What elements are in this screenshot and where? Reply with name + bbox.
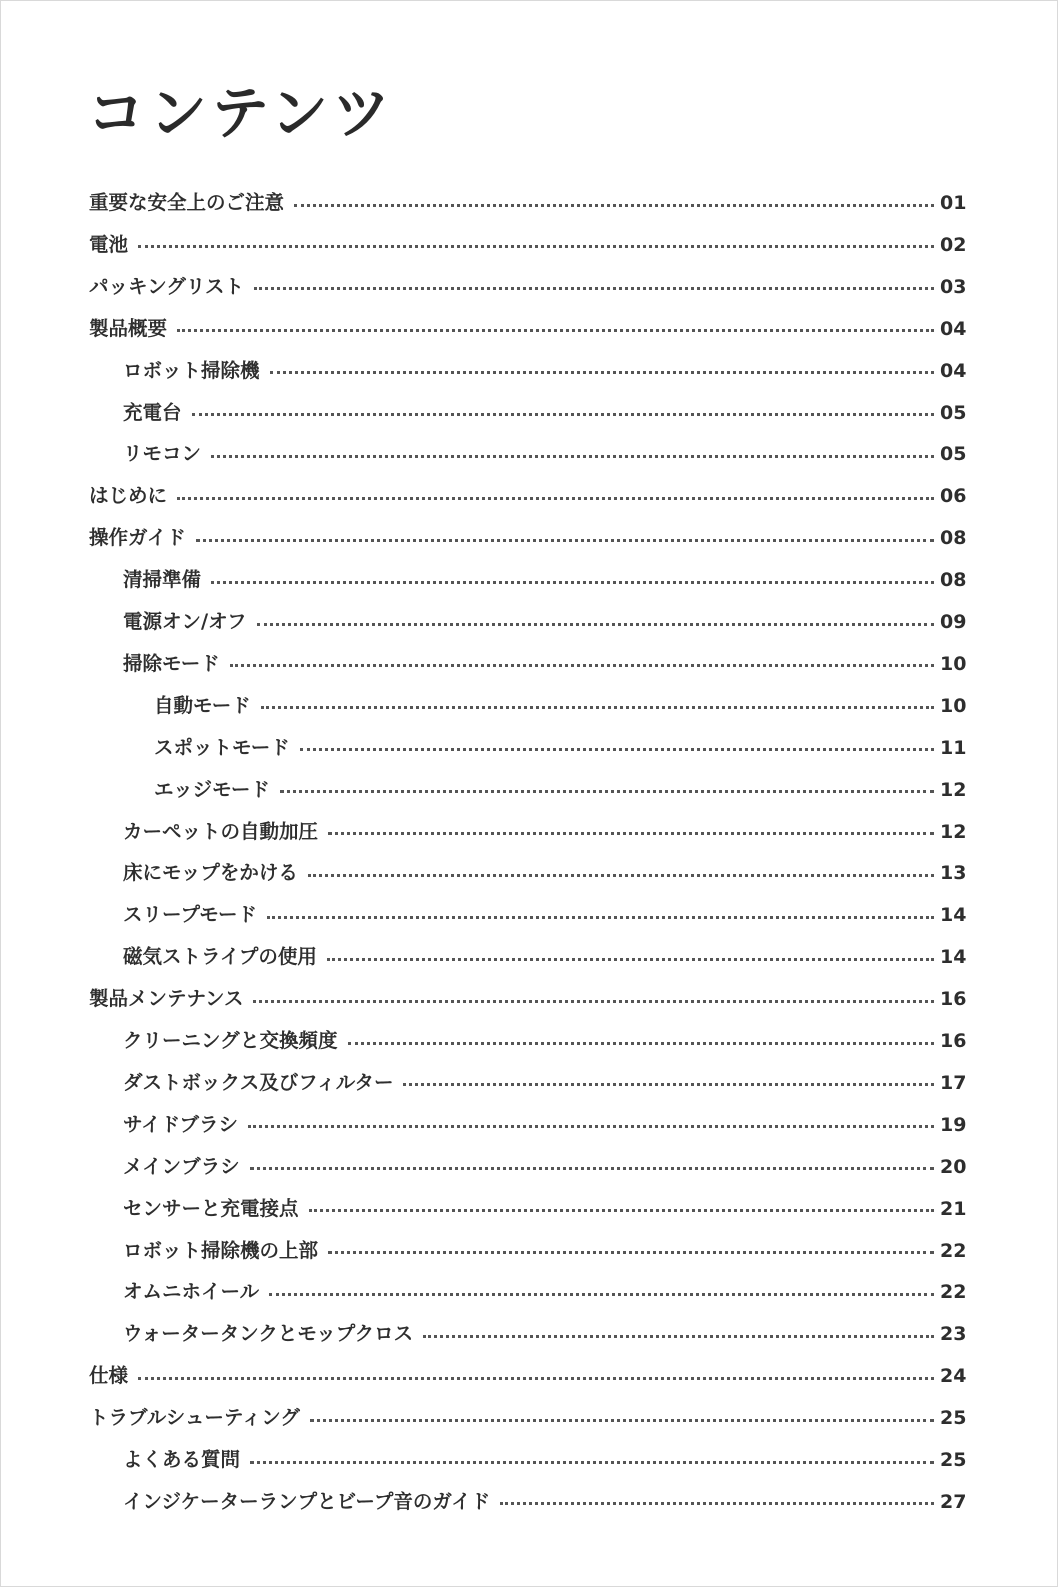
dot-leader (257, 623, 934, 626)
toc-entry-label: サイドブラシ (123, 1112, 239, 1136)
toc-entry-label: 掃除モード (123, 651, 220, 675)
dot-leader (196, 539, 934, 542)
toc-entry-page-number: 14 (940, 904, 967, 927)
toc-entry-label: 製品メンテナンス (89, 987, 244, 1011)
toc-entry-label: ウォータータンクとモップクロス (123, 1322, 414, 1346)
toc-entry-page-number: 06 (940, 485, 967, 508)
dot-leader (253, 1000, 934, 1003)
toc-entry[interactable] (1, 314, 1058, 344)
toc-entry-page-number: 10 (940, 652, 967, 675)
toc-entry-label: カーペットの自動加圧 (123, 819, 319, 843)
toc-entry-label: 清掃準備 (123, 568, 202, 592)
toc-entry[interactable] (1, 1068, 1058, 1098)
toc-entry-label: クリーニングと交換頻度 (123, 1029, 338, 1052)
dot-leader (192, 413, 934, 416)
toc-entry-page-number: 21 (940, 1197, 967, 1220)
toc-entry-label: トラブルシューティング (89, 1406, 300, 1430)
dot-leader (211, 455, 934, 458)
dot-leader (261, 706, 934, 709)
toc-entry-label: 製品概要 (89, 316, 168, 340)
toc-entry-page-number: 22 (940, 1239, 967, 1262)
dot-leader (403, 1083, 934, 1086)
toc-entry[interactable] (1, 1361, 1058, 1391)
dot-leader (328, 832, 934, 835)
toc-entry-label: ロボット掃除機の上部 (123, 1238, 319, 1262)
toc-entry-label: メインブラシ (123, 1154, 240, 1178)
toc-entry-page-number: 23 (940, 1323, 967, 1346)
toc-entry-label: オムニホイール (123, 1280, 260, 1304)
toc-entry[interactable] (1, 1445, 1058, 1475)
toc-entry-page-number: 05 (940, 401, 967, 424)
toc-entry[interactable] (1, 858, 1058, 888)
toc-entry[interactable] (1, 188, 1058, 218)
toc-entry[interactable] (1, 691, 1058, 721)
toc-entry[interactable] (1, 1236, 1058, 1266)
dot-leader (310, 1419, 934, 1422)
toc-entry-page-number: 08 (940, 569, 967, 592)
toc-entry-page-number: 24 (940, 1365, 967, 1388)
toc-entry[interactable] (1, 439, 1058, 469)
toc-entry[interactable] (1, 1194, 1058, 1224)
toc-entry-label: 自動モード (154, 693, 251, 717)
toc-entry-page-number: 27 (940, 1490, 967, 1513)
toc-entry-page-number: 12 (940, 820, 967, 843)
toc-entry[interactable] (1, 565, 1058, 595)
toc-entry[interactable] (1, 481, 1058, 511)
toc-entry-page-number: 25 (940, 1449, 967, 1471)
toc-entry[interactable] (1, 272, 1058, 302)
toc-entry-label: スポットモード (154, 735, 290, 759)
toc-entry-page-number: 11 (940, 736, 967, 759)
dot-leader (300, 748, 934, 751)
dot-leader (248, 1125, 934, 1128)
toc-entry[interactable] (1, 230, 1058, 260)
dot-leader (308, 874, 934, 877)
toc-entry[interactable] (1, 356, 1058, 386)
toc-entry-label: 操作ガイド (89, 526, 186, 550)
toc-entry-label: エッジモード (154, 777, 270, 801)
dot-leader (294, 204, 934, 207)
toc-entry[interactable] (1, 1152, 1058, 1182)
dot-leader (250, 1167, 934, 1170)
toc-entry-label: 電池 (89, 232, 129, 256)
toc-entry[interactable] (1, 1319, 1058, 1349)
page-title: コンテンツ (87, 79, 395, 147)
toc-entry-page-number: 04 (940, 359, 967, 382)
toc-entry-page-number: 20 (940, 1155, 967, 1178)
toc-entry-label: はじめに (89, 484, 168, 508)
dot-leader (327, 958, 934, 961)
toc-entry-label: パッキングリスト (89, 274, 245, 298)
toc-entry[interactable] (1, 649, 1058, 679)
toc-entry-label: 充電台 (123, 400, 182, 424)
toc-entry[interactable] (1, 900, 1058, 930)
toc-entry-label: センサーと充電接点 (123, 1196, 299, 1220)
toc-entry-page-number: 09 (940, 611, 967, 633)
dot-leader (177, 497, 934, 500)
toc-entry-page-number: 08 (940, 527, 967, 550)
toc-entry[interactable] (1, 942, 1058, 972)
dot-leader (348, 1042, 934, 1045)
toc-entry-label: スリープモード (123, 903, 257, 927)
dot-leader (309, 1209, 934, 1212)
toc-entry[interactable] (1, 1110, 1058, 1140)
toc-entry-page-number: 25 (940, 1407, 967, 1430)
toc-entry-label: よくある質問 (123, 1448, 241, 1471)
toc-entry-page-number: 03 (940, 275, 967, 298)
dot-leader (500, 1502, 934, 1505)
toc-entry-page-number: 14 (940, 946, 967, 969)
toc-entry-page-number: 16 (940, 1030, 967, 1052)
dot-leader (270, 371, 934, 374)
dot-leader (138, 1377, 934, 1380)
dot-leader (280, 790, 934, 793)
toc-entry[interactable] (1, 1026, 1058, 1056)
toc-entry-label: 床にモップをかける (123, 861, 298, 885)
toc-entry[interactable] (1, 817, 1058, 847)
dot-leader (328, 1251, 934, 1254)
dot-leader (267, 916, 934, 919)
toc-entry-page-number: 04 (940, 317, 967, 340)
toc-entry-label: ロボット掃除機 (123, 358, 260, 382)
toc-entry[interactable] (1, 1403, 1058, 1433)
toc-entry-page-number: 12 (940, 778, 967, 801)
toc-entry-label: 磁気ストライプの使用 (123, 945, 317, 969)
toc-entry-page-number: 17 (940, 1071, 967, 1094)
toc-entry[interactable] (1, 398, 1058, 428)
toc-entry-page-number: 05 (940, 443, 967, 466)
toc-entry-label: ダストボックス及びフィルター (123, 1070, 394, 1094)
toc-entry-page-number: 22 (940, 1281, 967, 1304)
toc-entry[interactable] (1, 984, 1058, 1014)
toc-entry-page-number: 19 (940, 1113, 967, 1136)
dot-leader (211, 581, 934, 584)
toc-entry-label: 重要な安全上のご注意 (89, 191, 285, 214)
toc-entry-label: インジケーターランプとビープ音のガイド (123, 1489, 491, 1513)
toc-entry-page-number: 01 (940, 192, 967, 214)
dot-leader (269, 1293, 934, 1296)
toc-entry[interactable] (1, 523, 1058, 553)
toc-entry[interactable] (1, 1487, 1058, 1517)
toc-entry-page-number: 16 (940, 988, 967, 1011)
toc-entry[interactable] (1, 775, 1058, 805)
dot-leader (230, 664, 934, 667)
dot-leader (177, 329, 934, 332)
toc-entry-page-number: 10 (940, 694, 967, 717)
dot-leader (254, 287, 934, 290)
toc-entry-label: 電源オン/オフ (123, 610, 247, 633)
toc-entry-page-number: 02 (940, 233, 967, 256)
dot-leader (138, 245, 934, 248)
toc-entry[interactable] (1, 733, 1058, 763)
toc-entry[interactable] (1, 1277, 1058, 1307)
toc-entry-page-number: 13 (940, 862, 967, 885)
toc-entry-label: 仕様 (89, 1364, 129, 1388)
dot-leader (250, 1461, 934, 1464)
dot-leader (423, 1335, 934, 1338)
toc-entry[interactable] (1, 607, 1058, 637)
toc-entry-label: リモコン (123, 442, 202, 466)
